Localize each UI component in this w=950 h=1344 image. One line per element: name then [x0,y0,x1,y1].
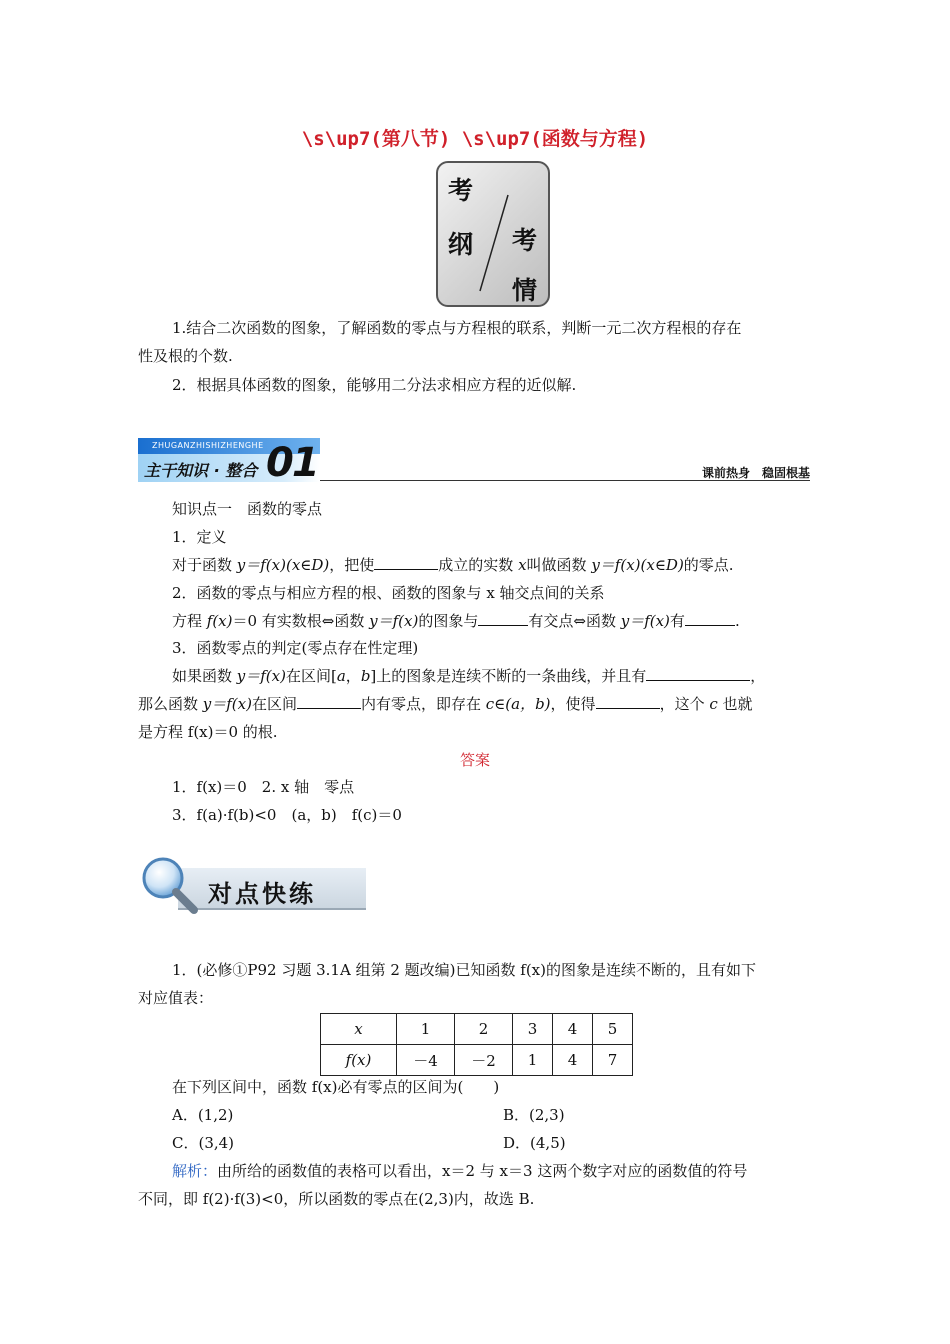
blank [685,611,735,626]
practice-header [138,856,368,914]
option-b: B．(2,3) [503,1106,565,1124]
option-a: A．(1,2) [172,1106,234,1124]
table-cell: 5 [593,1014,633,1045]
practice-label: 对点快练 [208,880,316,908]
syllabus-item-1: 1.结合二次函数的图象，了解函数的零点与方程根的联系，判断一元二次方程根的存在 [172,319,742,337]
syllabus-item-1-cont: 性及根的个数. [138,347,233,365]
section-number: 01 [266,440,318,486]
analysis-line-1: 解析：由所给的函数值的表格可以看出，x＝2 与 x＝3 这两个数字对应的函数值的符号 [172,1162,748,1180]
section-right-label: 课前热身 稳固根基 [701,466,810,480]
table-row [321,1014,633,1045]
badge-char: 考 [448,176,474,205]
theorem-text-2: 那么函数 y＝f(x)在区间 内有零点，即存在 c∈(a，b)，使得 ，这个 c 也就 [138,695,753,713]
theorem-text-3: 是方程 f(x)＝0 的根. [138,723,278,741]
syllabus-item-2: 2．根据具体函数的图象，能够用二分法求相应方程的近似解. [172,376,577,394]
banner-strip: ZHUGANZHISHIZHENGHE [138,438,320,454]
option-c: C．(3,4) [172,1134,235,1152]
section-banner [138,438,810,484]
knowledge-heading: 知识点一 函数的零点 [172,500,323,518]
syllabus-badge [436,161,550,307]
table-cell: －2 [455,1045,513,1076]
blank [374,555,438,570]
badge-char: 情 [512,276,538,305]
table-cell: －4 [397,1045,455,1076]
blank [596,694,660,709]
question-line-1: 1．(必修①P92 习题 3.1A 组第 2 题改编)已知函数 f(x)的图象是连续不断的，且有如下 [172,961,756,979]
badge-divider [438,163,548,305]
relation-title: 2．函数的零点与相应方程的根、函数的图象与 x 轴交点间的关系 [172,584,605,602]
badge-char: 考 [512,226,538,255]
table-cell: 4 [553,1014,593,1045]
table-cell: 1 [513,1045,553,1076]
blank [478,611,528,626]
table-cell: 1 [397,1014,455,1045]
value-table [320,1013,633,1076]
table-cell: 7 [593,1045,633,1076]
table-cell: f(x) [321,1045,397,1076]
answer-line-2: 3．f(a)·f(b)<0 (a，b) f(c)＝0 [172,806,402,824]
table-cell: 4 [553,1045,593,1076]
magnifier-icon [138,856,208,914]
answer-heading: 答案 [459,751,490,769]
section-label: 主干知识 · 整合 [144,461,258,480]
analysis-label: 解析： [172,1162,218,1180]
page-title: \s\up7(第八节) \s\up7(函数与方程) [301,128,649,150]
blank [646,666,750,681]
relation-text: 方程 f(x)＝0 有实数根⇔函数 y＝f(x)的图象与 有交点⇔函数 y＝f(x)有 . [172,612,740,630]
question-prompt: 在下列区间中，函数 f(x)必有零点的区间为( ) [172,1078,500,1096]
table-cell: x [321,1014,397,1045]
question-line-2: 对应值表： [138,989,214,1007]
theorem-title: 3．函数零点的判定(零点存在性定理) [172,639,419,657]
analysis-line-2: 不同，即 f(2)·f(3)<0，所以函数的零点在(2,3)内，故选 B. [138,1190,535,1208]
blank [297,694,361,709]
theorem-text-1: 如果函数 y＝f(x)在区间[a，b]上的图象是连续不断的一条曲线，并且有 ， [172,667,766,685]
table-row [321,1045,633,1076]
definition-title: 1．定义 [172,528,227,546]
definition-text: 对于函数 y＝f(x)(x∈D)，把使 成立的实数 x叫做函数 y＝f(x)(x∈D)的零点. [172,556,734,574]
table-cell: 2 [455,1014,513,1045]
badge-char: 纲 [448,230,474,259]
answer-line-1: 1．f(x)＝0 2. x 轴 零点 [172,778,355,796]
option-d: D．(4,5) [503,1134,566,1152]
table-cell: 3 [513,1014,553,1045]
